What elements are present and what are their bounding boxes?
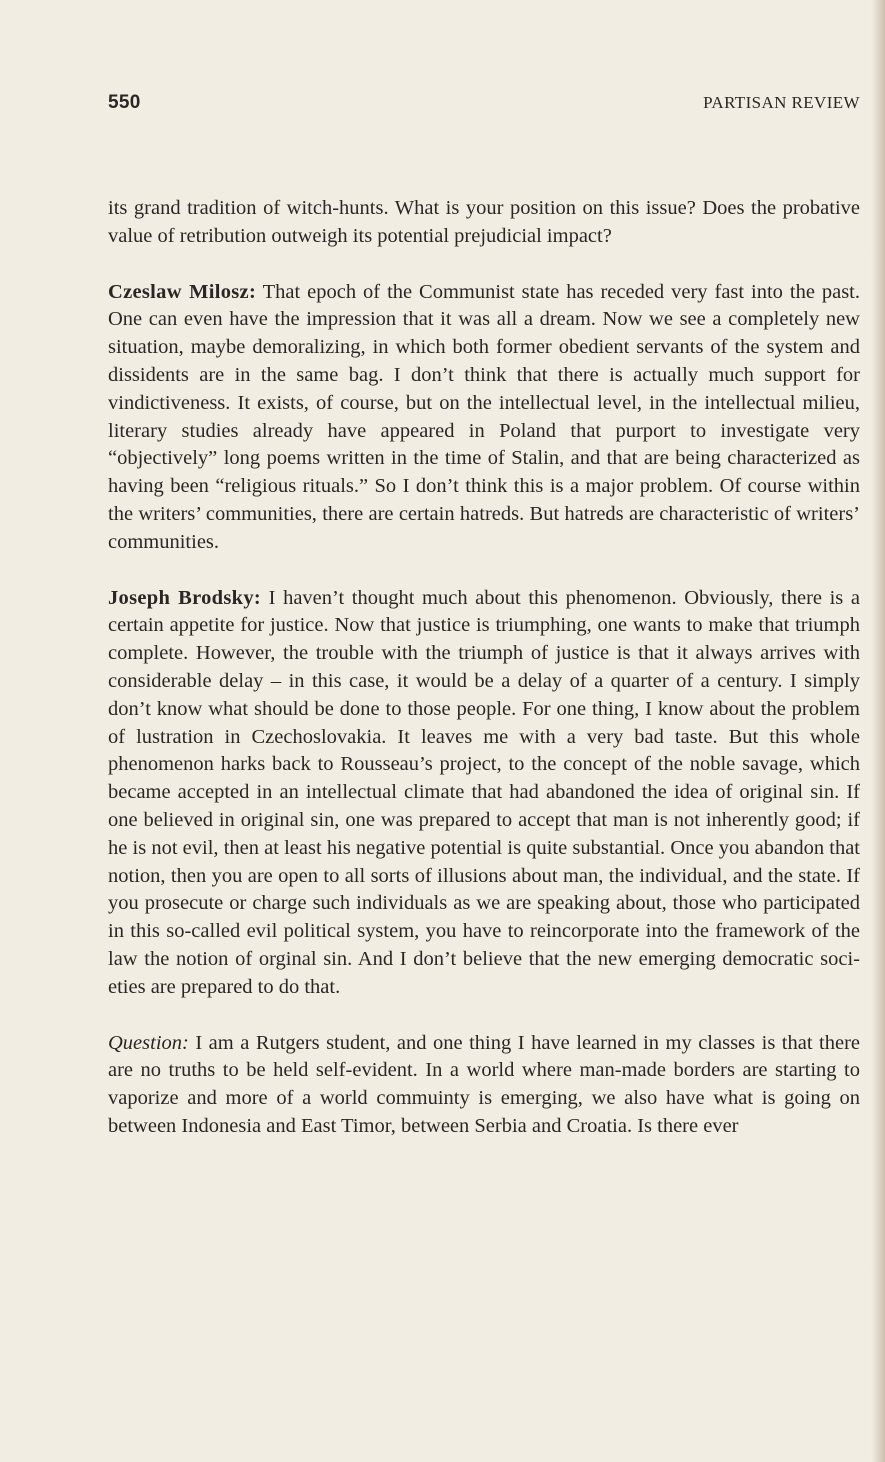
paragraph-text: I haven’t thought much about this phenomenon. Obviously, there is a certain appetite for justice. Now that justice is triumphing, one wants to make that triumph complete. However, the trouble with the triumph of justice is that it always arrives with considerable delay – in this case, it would be a delay of a quarter of a century. I simply don’t know what should be done to those people. For one thing, I know about the problem of lustration in Czechoslovakia. It leaves me with a very bad taste. But this whole phenomenon harks back to Rousseau’s project, to the concept of the noble savage, which became accepted in an intellectual climate that had abandoned the idea of original sin. If one believed in original sin, one was prepared to accept that man is not inherently good; if he is not evil, then at least his negative potential is quite substantial. Once you abandon that notion, then you are open to all sorts of illusions about man, the individual, and the state. If you prosecute or charge such individuals as we are speaking about, those who participated in this so-called evil political system, you have to reincorporate into the framework of the law the notion of orginal sin. And I don’t believe that the new emerging democratic societies are prepared to do that. bbox=[108, 586, 860, 998]
page-number: 550 bbox=[108, 92, 141, 113]
paragraph-text: That epoch of the Communist state has receded very fast into the past. One can even have the impression that it was all a dream. Now we see a completely new situation, maybe demoralizing, in which both former obedient servants of the system and dissidents are in the same bag. I don’t think that there is actually much support for vindictiveness. It exists, of course, but on the intellectual level, in the intellectual milieu, literary studies already have appeared in Poland that purport to investigate very “objectively” long poems written in the time of Stalin, and that are being characterized as having been “religious rituals.” So I don’t think this is a major problem. Of course within the writers’ communities, there are certain hatreds. But hatreds are characteristic of writers’ communities. bbox=[108, 280, 861, 553]
article-body bbox=[108, 195, 860, 1169]
paragraph-milosz bbox=[108, 279, 860, 557]
speaker-name: Czeslaw Milosz: bbox=[108, 280, 257, 303]
page-header bbox=[108, 92, 860, 118]
running-head: PARTISAN REVIEW bbox=[703, 93, 860, 112]
paragraph-brodsky bbox=[108, 585, 860, 1002]
paragraph-question-continued bbox=[108, 195, 860, 251]
paragraph-text: its grand tradition of witch-hunts. What is your position on this issue? Does the probative value of retribution outweigh its potential prejudicial impact? bbox=[108, 197, 860, 247]
speaker-name: Joseph Brodsky: bbox=[108, 586, 261, 609]
page-edge-shadow bbox=[871, 0, 885, 1462]
paragraph-question bbox=[108, 1030, 860, 1141]
paragraph-text: I am a Rutgers student, and one thing I have learned in my classes is that there are no truths to be held self-evident. In a world where man-made borders are starting to vaporize and more of a world commuinty is emerging, we also have what is going on between Indonesia and East Timor, between Serbia and Croatia. Is there ever bbox=[108, 1031, 861, 1137]
question-label: Question: bbox=[108, 1031, 189, 1054]
